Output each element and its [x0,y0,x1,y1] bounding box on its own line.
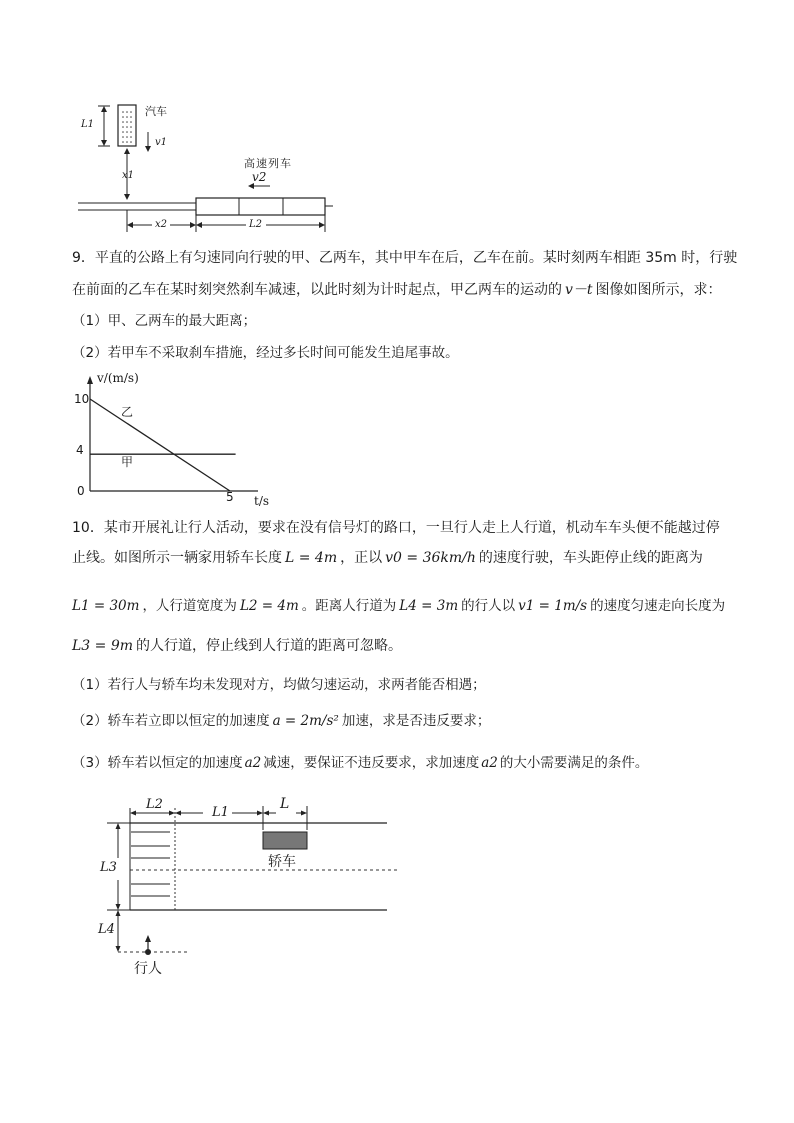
fig3-L3: L3 [100,860,117,875]
q10-sub-3: （3）轿车若以恒定的加速度 a2 减速，要保证不违反要求，求加速度 a2 的大小需要满足的条件。 [72,755,649,771]
chart-ytick-0: 0 [77,484,85,498]
fig3-L2: L2 [146,797,163,812]
q9-line-2: 在前面的乙车在某时刻突然刹车减速，以此时刻为计时起点，甲乙两车的运动的 v－t 图像如图所示，求： [72,282,722,298]
q10-sub-2: （2）轿车若立即以恒定的加速度 a = 2m/s² 加速，求是否违反要求； [72,713,491,729]
q10-line-3: L1 = 30m ，人行道宽度为 L2 = 4m 。距离人行道为 L4 = 3m 的行人以 v1 = 1m/s 的速度匀速走向长度为 [72,598,726,614]
chart-xlabel: t/s [254,494,270,508]
series-label-yi: 乙 [121,405,134,419]
q10-line-2: 止线。如图所示一辆家用轿车长度 L = 4m ，正以 v0 = 36km/h 的速度行驶，车头距停止线的距离为 [72,550,703,566]
v2-label: v2 [252,170,267,184]
x1-label: x1 [122,170,135,181]
chart-ylabel: v/(m/s) [97,371,139,385]
car-label: 汽车 [145,105,167,118]
series-label-jia: 甲 [121,455,134,469]
L1-label: L1 [81,119,95,130]
vt-symbol: v－t [565,282,593,298]
q10-line-4: L3 = 9m 的人行道，停止线到人行道的距离可忽略。 [72,638,403,654]
L2-label: L2 [249,219,263,230]
fig3-L: L [280,796,290,812]
v1-label: v1 [155,137,168,148]
sedan-shape [263,832,307,849]
chart-xtick-5: 5 [226,490,234,504]
fig3-L1: L1 [212,805,229,820]
q10-line-1: 10．某市开展礼让行人活动，要求在没有信号灯的路口，一旦行人走上人行道，机动车车头便不能越过停 [72,520,720,536]
fig3-L4: L4 [98,922,115,937]
chart-ytick-10: 10 [74,392,90,406]
train-label: 高速列车 [244,157,292,170]
q9-sub-2: （2）若甲车不采取刹车措施，经过多长时间可能发生追尾事故。 [72,345,459,361]
pedestrian-label: 行人 [134,961,162,977]
x2-label: x2 [155,219,168,230]
q10-sub-1: （1）若行人与轿车均未发现对方，均做匀速运动，求两者能否相遇； [72,677,486,693]
q9-line-1: 9．平直的公路上有匀速同向行驶的甲、乙两车，其中甲车在后，乙车在前。某时刻两车相距 35m 时，行驶 [72,250,738,266]
sedan-label: 轿车 [268,854,296,870]
chart-ytick-4: 4 [76,443,84,457]
q9-sub-1: （1）甲、乙两车的最大距离； [72,313,257,329]
